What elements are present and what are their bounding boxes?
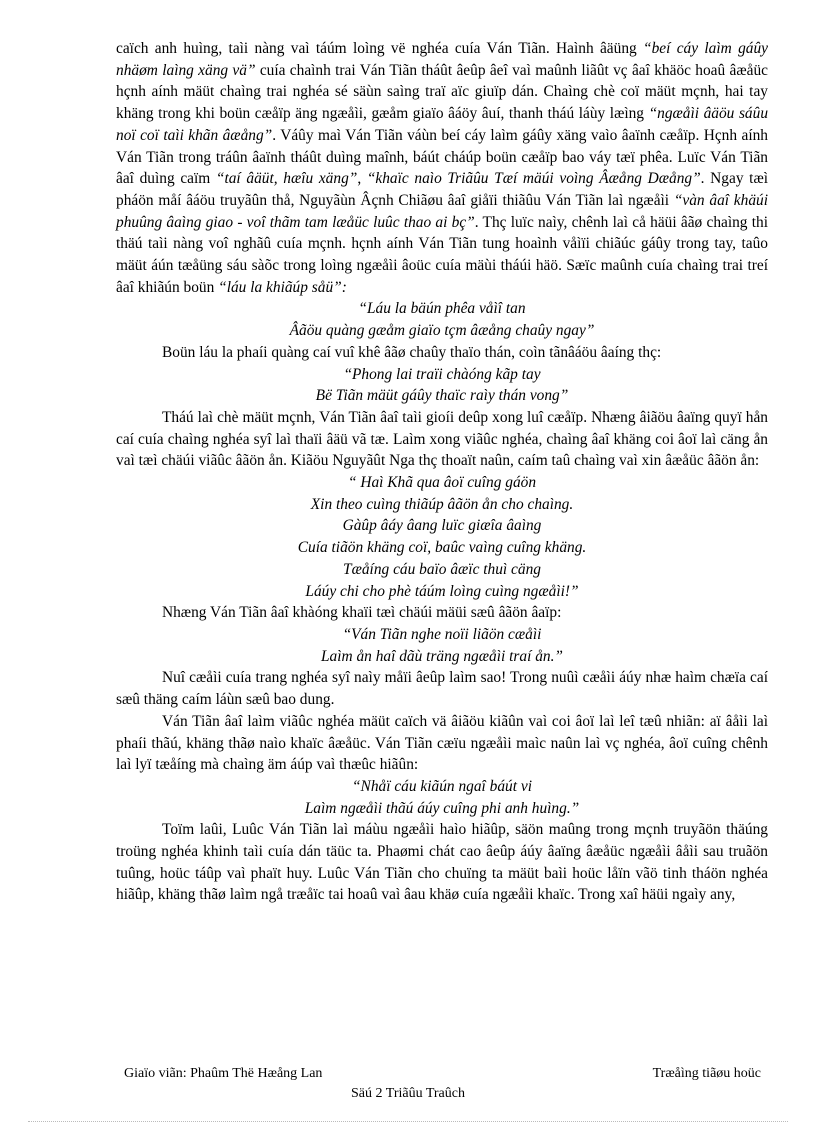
quoted-verse: “beí cáy laìm gáûy nhäøm laìng xäng vä” — [116, 40, 768, 79]
verse-line: Laìm ngæåìi thãú áúy cuîng phi anh huìng.” — [304, 799, 580, 817]
text-segment: . Ngay tæì pháön måí âáöu truyãûn thå, Nguyãùn Âçnh Chiãøu âaî giåïi thiãûu Ván Tiãn laì ngæåìi — [116, 170, 769, 209]
paragraph-opening — [116, 38, 768, 298]
quoted-verse: “taí âäüt, hæîu xäng” — [215, 170, 358, 188]
text-segment: , — [357, 170, 367, 188]
footer-teacher: Giaïo viãn: Phaûm Thë Hæång Lan — [124, 1066, 323, 1081]
quoted-verse: “khaïc naìo Triãûu Tæí mäúi voìng Âæång Dæång” — [366, 170, 701, 188]
paragraph-5: Nuî cæåìi cuía trang nghéa syî naìy måïi âeûp laìm sao! Trong nuûì cæåìi áúy nhæ haìm chæïa caí sæû thäng caím láùn sæû bao dung. — [116, 669, 768, 709]
quoted-verse: “láu la khiãúp såü”: — [218, 278, 347, 296]
verse-line: Gàûp âáy âang luïc giæîa âaìng — [342, 517, 542, 535]
verse-line: Cuía tiãön khäng coï, baûc vaìng cuîng khäng. — [297, 539, 587, 557]
verse-line: Âãöu quàng gæåm giaïo tçm âæång chaûy ngay” — [289, 322, 595, 340]
paragraph-6: Ván Tiãn âaî laìm viãûc nghéa mäüt caïch vä âiãöu kiãûn vaì coi âoï laì leî tæû nhiãn: aï âåìi laì phaíi thãú, khäng thãø naìo khaïc âæåüc. Ván Tiãn cæïu ngæåìi maìc naûn laì vç nghéa, âoï cuîng chênh laì lyï tæåíng mà chaìng äm áúp vaì thæûc hiãûn: — [116, 712, 768, 774]
paragraph-2: Boün láu la phaíi quàng caí vuî khê âãø chaûy thaïo thán, coìn tãnâáöu âaíng thç: — [162, 343, 662, 361]
paragraph-7: Toïm laûi, Luûc Ván Tiãn laì máùu ngæåìi haìo hiãûp, säön maûng trong mçnh truyãön thäúng troüng nghéa khinh taìi cuía dán täüc ta. Phaømi chát cao âeûp áúy âaïng âæåüc ngæåìi âåìi sau truãön tuûng, hoüc táûp vaì phaït huy. Luûc Ván Tiãn cho chuïng ta mäüt baìi hoüc låïn vãö tinh tháön nghéa hiãûp, khäng thãø laìm ngå træåïc tai hoaû vaì âau khäø cuía ngæåìi khaïc. Trong xaî häüi ngaìy any, — [116, 821, 768, 904]
footer-address: Säú 2 Triãûu Traûch — [351, 1086, 465, 1101]
verse-line: Laìm ån haî dãù träng ngæåìi traí ån.” — [320, 647, 563, 665]
verse-line: “Láu la bäún phêa våìî tan — [358, 300, 526, 318]
text-segment: . Váûy maì Ván Tiãn váùn beí cáy laìm gáûy xäng vaìo âaïnh cæåïp. Hçnh aính Ván Tiãn trong tráûn âaïnh tháût duìng maînh, báút cháúp boün cæåïp bao váy tæï phêa. Luïc Ván Tiãn âaî duìng caïm — [116, 126, 768, 188]
verse-line: “Phong lai traïi chàóng kãp tay — [343, 365, 541, 383]
text-segment: cuía chaình trai Ván Tiãn tháût âeûp âeî vaì maûnh liãût vç âaî khäöc hoaû âæåüc hçnh aính mäüt chaìng trai nghéa sé säùn saìng traï aïc giuïp dán. Chaìng chè coï mäüt mçnh, hai tay khäng trong khi boün cæåïp äng ngæåìi, gæåm giaïo âáöy âuí, thanh tháú láùy læìng — [116, 61, 768, 123]
essay-body — [116, 38, 768, 906]
footer-school: Træåìng tiãøu hoüc — [652, 1066, 761, 1081]
paragraph-4: Nhæng Ván Tiãn âaî khàóng khaïi tæì chäúi mäüi sæû âãön âaïp: — [162, 604, 562, 622]
verse-line: “Ván Tiãn nghe noïi liãön cæåìi — [342, 625, 542, 643]
text-segment: caïch anh huìng, taìi nàng vaì táúm loìng vë nghéa cuía Ván Tiãn. Haình âäüng — [116, 40, 644, 57]
verse-line: “Nhåï cáu kiãún ngaî báút vi — [352, 777, 532, 795]
text-segment: . Thç luïc naìy, chênh laì cå häüi âãø chaìng thi thäú taìi nàng voî nghãû cuía mçnh. hçnh aính Ván Tiãn tung hoaình våìïi chiãúc gáûy trong tay, taûo mäüt áún tæåüng sáu sàõc trong loìng ngæåìi âoüc cuía mäùi tháúi häö. Sæïc maûnh cuía chaìng trai treí âaî khiãún boün — [116, 213, 768, 296]
verse-line: Bë Tiãn mäüt gáûy thaïc raìy thán vong” — [315, 387, 569, 405]
footer-divider — [28, 1121, 788, 1122]
verse-line: Tæåíng cáu baïo âæïc thuì cäng — [343, 560, 541, 578]
quoted-verse: “ngæåìi âäöu sáûu noï coï taìi khãn âæång” — [116, 105, 769, 144]
paragraph-3: Tháú laì chè mäüt mçnh, Ván Tiãn âaî taìi gioíi deûp xong luî cæåïp. Nhæng âiãöu âaïng quyï hån caí cuía chaìng nghéa syî laì thaïi âäü vã tæ. Laìm xong viãûc nghéa, chaìng âaî khäng coi âoï laì cäng ån vaì tæì chäúi viãûc âãön ån. Kiãöu Nguyãût Nga thç thoaït naûn, caím taû chaìng vaì xin âæåüc âãön ån: — [116, 408, 768, 470]
quoted-verse: “vàn âaî khäúi phuûng âaìng giao - voî thãm tam læåüc luûc thao ai bç” — [116, 191, 768, 231]
verse-line: “ Haì Khã qua âoï cuîng gáön — [347, 474, 537, 492]
verse-line: Láúy chi cho phè táúm loìng cuìng ngæåìi!” — [305, 582, 579, 600]
verse-line: Xin theo cuìng thiãúp âãön ån cho chaìng. — [310, 495, 574, 513]
